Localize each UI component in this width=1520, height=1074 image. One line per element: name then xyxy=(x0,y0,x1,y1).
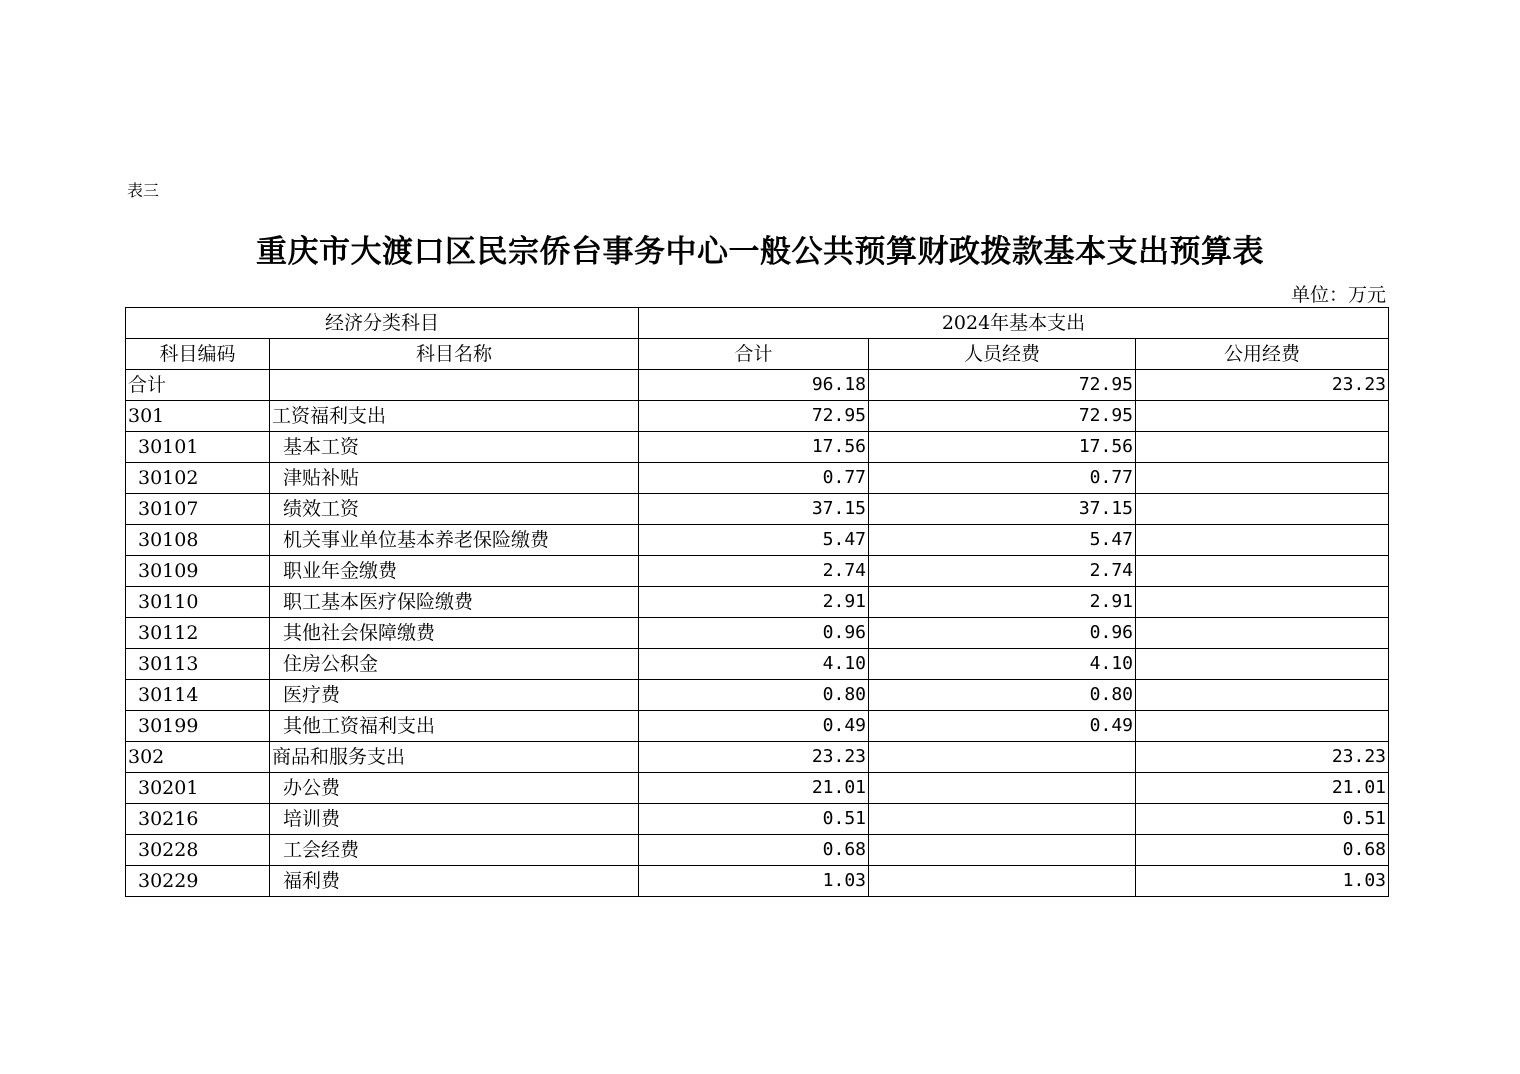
cell-name xyxy=(270,370,639,401)
cell-public xyxy=(1136,463,1389,494)
table-row xyxy=(126,525,1389,556)
cell-total: 5.47 xyxy=(639,525,869,556)
cell-name: 职业年金缴费 xyxy=(270,556,639,587)
cell-code: 30102 xyxy=(126,463,270,494)
cell-code: 30109 xyxy=(126,556,270,587)
cell-name: 津贴补贴 xyxy=(270,463,639,494)
cell-public xyxy=(1136,649,1389,680)
cell-personnel: 0.80 xyxy=(869,680,1136,711)
page-title: 重庆市大渡口区民宗侨台事务中心一般公共预算财政拨款基本支出预算表 xyxy=(256,234,1264,270)
cell-personnel: 0.96 xyxy=(869,618,1136,649)
header-basic-expenditure: 2024年基本支出 xyxy=(639,308,1389,339)
cell-name: 绩效工资 xyxy=(270,494,639,525)
table-row xyxy=(126,432,1389,463)
cell-personnel: 37.15 xyxy=(869,494,1136,525)
cell-public xyxy=(1136,401,1389,432)
cell-personnel: 17.56 xyxy=(869,432,1136,463)
cell-name: 其他社会保障缴费 xyxy=(270,618,639,649)
cell-public: 0.68 xyxy=(1136,835,1389,866)
budget-table xyxy=(125,307,1389,897)
header-code: 科目编码 xyxy=(126,339,270,370)
cell-public: 21.01 xyxy=(1136,773,1389,804)
cell-total: 0.51 xyxy=(639,804,869,835)
cell-total: 21.01 xyxy=(639,773,869,804)
cell-name: 职工基本医疗保险缴费 xyxy=(270,587,639,618)
cell-personnel: 2.91 xyxy=(869,587,1136,618)
cell-code: 合计 xyxy=(126,370,270,401)
cell-personnel: 0.49 xyxy=(869,711,1136,742)
cell-public xyxy=(1136,556,1389,587)
cell-code: 30112 xyxy=(126,618,270,649)
cell-personnel: 72.95 xyxy=(869,401,1136,432)
table-body xyxy=(126,370,1389,897)
cell-code: 30216 xyxy=(126,804,270,835)
cell-name: 工会经费 xyxy=(270,835,639,866)
header-personnel: 人员经费 xyxy=(869,339,1136,370)
cell-code: 30229 xyxy=(126,866,270,897)
cell-personnel xyxy=(869,773,1136,804)
table-row xyxy=(126,556,1389,587)
table-row xyxy=(126,804,1389,835)
cell-total: 37.15 xyxy=(639,494,869,525)
table-row xyxy=(126,463,1389,494)
cell-code: 30107 xyxy=(126,494,270,525)
cell-public xyxy=(1136,525,1389,556)
cell-total: 0.80 xyxy=(639,680,869,711)
table-row xyxy=(126,649,1389,680)
table-row xyxy=(126,494,1389,525)
cell-total: 23.23 xyxy=(639,742,869,773)
cell-public: 1.03 xyxy=(1136,866,1389,897)
table-row xyxy=(126,742,1389,773)
cell-name: 医疗费 xyxy=(270,680,639,711)
header-economic-category: 经济分类科目 xyxy=(126,308,639,339)
cell-personnel xyxy=(869,835,1136,866)
cell-name: 办公费 xyxy=(270,773,639,804)
cell-total: 2.74 xyxy=(639,556,869,587)
cell-personnel: 4.10 xyxy=(869,649,1136,680)
cell-public: 23.23 xyxy=(1136,370,1389,401)
cell-name: 商品和服务支出 xyxy=(270,742,639,773)
table-label: 表三 xyxy=(127,181,160,200)
cell-personnel xyxy=(869,866,1136,897)
cell-total: 72.95 xyxy=(639,401,869,432)
table-row xyxy=(126,680,1389,711)
cell-name: 其他工资福利支出 xyxy=(270,711,639,742)
cell-total: 0.68 xyxy=(639,835,869,866)
header-row-columns xyxy=(126,339,1389,370)
cell-code: 30201 xyxy=(126,773,270,804)
header-row-group xyxy=(126,308,1389,339)
cell-code: 30113 xyxy=(126,649,270,680)
cell-name: 培训费 xyxy=(270,804,639,835)
cell-name: 福利费 xyxy=(270,866,639,897)
table-row xyxy=(126,773,1389,804)
cell-code: 30114 xyxy=(126,680,270,711)
cell-total: 96.18 xyxy=(639,370,869,401)
cell-public xyxy=(1136,432,1389,463)
cell-public xyxy=(1136,711,1389,742)
cell-personnel: 72.95 xyxy=(869,370,1136,401)
cell-total: 17.56 xyxy=(639,432,869,463)
table-row xyxy=(126,835,1389,866)
cell-name: 基本工资 xyxy=(270,432,639,463)
table-row xyxy=(126,401,1389,432)
cell-total: 4.10 xyxy=(639,649,869,680)
cell-public xyxy=(1136,680,1389,711)
table-row xyxy=(126,711,1389,742)
cell-name: 工资福利支出 xyxy=(270,401,639,432)
cell-public xyxy=(1136,587,1389,618)
header-name: 科目名称 xyxy=(270,339,639,370)
cell-code: 301 xyxy=(126,401,270,432)
cell-public: 23.23 xyxy=(1136,742,1389,773)
cell-personnel xyxy=(869,804,1136,835)
cell-code: 30101 xyxy=(126,432,270,463)
cell-personnel: 2.74 xyxy=(869,556,1136,587)
table-row xyxy=(126,618,1389,649)
table-row xyxy=(126,866,1389,897)
header-total: 合计 xyxy=(639,339,869,370)
cell-code: 302 xyxy=(126,742,270,773)
cell-total: 0.96 xyxy=(639,618,869,649)
cell-name: 机关事业单位基本养老保险缴费 xyxy=(270,525,639,556)
cell-code: 30110 xyxy=(126,587,270,618)
cell-name: 住房公积金 xyxy=(270,649,639,680)
cell-code: 30108 xyxy=(126,525,270,556)
cell-public: 0.51 xyxy=(1136,804,1389,835)
cell-total: 1.03 xyxy=(639,866,869,897)
table-row xyxy=(126,370,1389,401)
cell-code: 30228 xyxy=(126,835,270,866)
cell-personnel xyxy=(869,742,1136,773)
cell-total: 0.49 xyxy=(639,711,869,742)
cell-code: 30199 xyxy=(126,711,270,742)
unit-label: 单位：万元 xyxy=(1290,284,1386,306)
cell-total: 2.91 xyxy=(639,587,869,618)
cell-personnel: 0.77 xyxy=(869,463,1136,494)
table-row xyxy=(126,587,1389,618)
cell-public xyxy=(1136,494,1389,525)
cell-total: 0.77 xyxy=(639,463,869,494)
header-public: 公用经费 xyxy=(1136,339,1389,370)
cell-public xyxy=(1136,618,1389,649)
cell-personnel: 5.47 xyxy=(869,525,1136,556)
